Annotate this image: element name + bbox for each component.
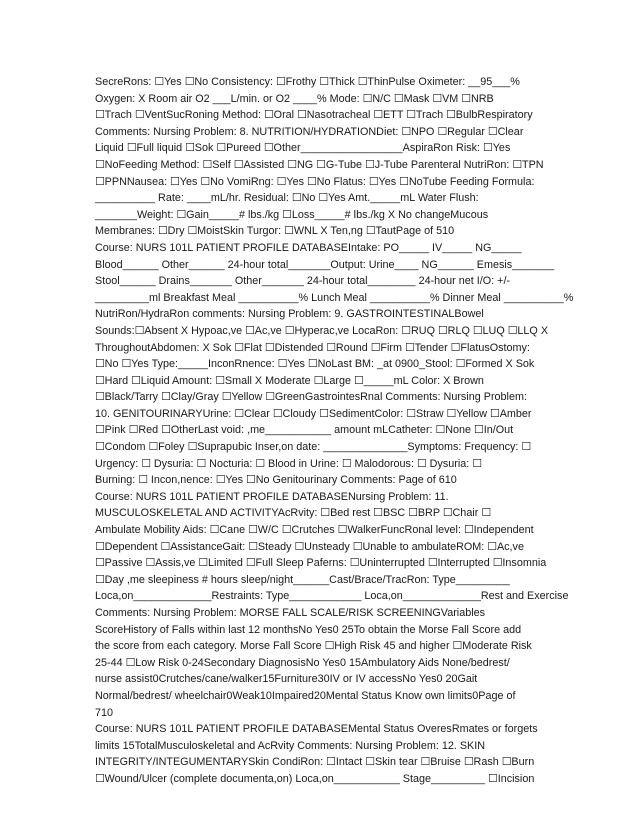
document-line: ☐Trach ☐VentSucRoning Method: ☐Oral ☐Nasotracheal ☐ETT ☐Trach ☐BulbRespiratory <box>95 109 533 122</box>
document-line: the score from each category. Morse Fall Score ☐High Risk 45 and higher ☐Moderate Risk <box>95 640 532 653</box>
document-line: NutriRon/HydraRon comments: Nursing Problem: 9. GASTROINTESTINALBowel <box>95 308 484 321</box>
document-line: ☐NoFeeding Method: ☐Self ☐Assisted ☐NG ☐G-Tube ☐J-Tube Parenteral NutriRon: ☐TPN <box>95 158 544 171</box>
document-line: 10. GENITOURINARYUrine: ☐Clear ☐Cloudy ☐SedimentColor: ☐Straw ☐Yellow ☐Amber <box>95 407 532 420</box>
document-line: ☐No ☐Yes Type:_____InconRnence: ☐Yes ☐NoLast BM: _at 0900_Stool: ☐Formed X Sok <box>95 358 535 371</box>
document-line: ☐Black/Tarry ☐Clay/Gray ☐Yellow ☐GreenGastrointesRnal Comments: Nursing Problem: <box>95 391 527 404</box>
document-line: Ambulate Mobility Aids: ☐Cane ☐W/C ☐Crutches ☐WalkerFuncRonal level: ☐Independent <box>95 524 534 537</box>
document-line: Comments: Nursing Problem: MORSE FALL SCALE/RISK SCREENINGVariables <box>95 607 486 619</box>
document-line: Urgency: ☐ Dysuria: ☐ Nocturia: ☐ Blood in Urine: ☐ Malodorous: ☐ Dysuria: ☐ <box>95 457 482 470</box>
document-line: Course: NURS 101L PATIENT PROFILE DATABASEIntake: PO_____ IV_____ NG_____ <box>95 241 522 254</box>
document-line: Course: NURS 101L PATIENT PROFILE DATABASENursing Problem: 11. <box>95 490 449 503</box>
document-line: ☐Condom ☐Foley ☐Suprapubic Inser,on date: ______________Symptoms: Frequency: ☐ <box>95 441 532 454</box>
document-line: Comments: Nursing Problem: 8. NUTRITION/HYDRATIONDiet: ☐NPO ☐Regular ☐Clear <box>95 125 524 138</box>
document-line: Loca,on_____________Restraints: Type____________ Loca,on_____________Rest and Exercise <box>95 590 569 603</box>
document-line: ☐Dependent ☐AssistanceGait: ☐Steady ☐Unsteady ☐Unable to ambulateROM: ☐Ac,ve <box>95 540 524 553</box>
document-line: ☐Day ,me sleepiness # hours sleep/night______Cast/Brace/TracRon: Type_________ <box>95 573 510 586</box>
document-line: ThroughoutAbdomen: X Sok ☐Flat ☐Distended ☐Round ☐Firm ☐Tender ☐FlatusOstomy: <box>95 341 530 354</box>
document-line: MUSCULOSKELETAL AND ACTIVITYAcRvity: ☐Bed rest ☐BSC ☐BRP ☐Chair ☐ <box>95 507 491 520</box>
document-line: ☐Pink ☐Red ☐OtherLast void: ,me___________ amount mLCatheter: ☐None ☐In/Out <box>95 424 514 437</box>
document-line: ☐Wound/Ulcer (complete documenta,on) Loca,on___________ Stage_________ ☐Incision <box>95 772 535 785</box>
document-line: Liquid ☐Full liquid ☐Sok ☐Pureed ☐Other_________________AspiraRon Risk: ☐Yes <box>95 142 511 155</box>
document-line: ScoreHistory of Falls within last 12 monthsNo Yes0 25To obtain the Morse Fall Score add <box>95 623 522 636</box>
document-line: 710 <box>95 706 114 719</box>
document-line: SecreRons: ☐Yes ☐No Consistency: ☐Frothy ☐Thick ☐ThinPulse Oximeter: __95___% <box>95 76 520 88</box>
document-line: Membranes: ☐Dry ☐MoistSkin Turgor: ☐WNL X Ten,ng ☐TautPage of 510 <box>95 225 455 238</box>
document-line: Stool______ Drains_______ Other_______ 24-hour total________ 24-hour net I/O: +/- <box>95 275 511 288</box>
document-line: nurse assist0Crutches/cane/walker15Furniture30IV or IV accessNo Yes0 20Gait <box>95 673 478 686</box>
document-line: 25-44 ☐Low Risk 0-24Secondary DiagnosisNo Yes0 15Ambulatory Aids None/bedrest/ <box>95 656 510 669</box>
document-line: Normal/bedrest/ wheelchair0Weak10Impaired20Mental Status Know own limits0Page of <box>95 689 516 702</box>
document-line: _______Weight: ☐Gain_____# lbs./kg ☐Loss_____# lbs./kg X No changeMucous <box>95 208 489 221</box>
document-line: __________ Rate: ____mL/hr. Residual: ☐No ☐Yes Amt._____mL Water Flush: <box>95 192 479 205</box>
document-line: Burning: ☐ Incon,nence: ☐Yes ☐No Genitourinary Comments: Page of 610 <box>95 474 457 487</box>
document-body-text <box>95 74 574 788</box>
document-line: limits 15TotalMusculoskeletal and AcRvity Comments: Nursing Problem: 12. SKIN <box>95 739 486 752</box>
document-line: _________ml Breakfast Meal __________% Lunch Meal __________% Dinner Meal __________% <box>95 291 574 304</box>
document-line: ☐Hard ☐Liquid Amount: ☐Small X Moderate ☐Large ☐_____mL Color: X Brown <box>95 374 484 387</box>
document-line: Oxygen: X Room air O2 ___L/min. or O2 ____% Mode: ☐N/C ☐Mask ☐VM ☐NRB <box>95 92 494 105</box>
document-line: Course: NURS 101L PATIENT PROFILE DATABASEMental Status OveresRmates or forgets <box>95 723 538 736</box>
document-line: Sounds:☐Absent X Hypoac,ve ☐Ac,ve ☐Hyperac,ve LocaRon: ☐RUQ ☐RLQ ☐LUQ ☐LLQ X <box>95 324 549 337</box>
document-line: Blood______ Other______ 24-hour total_______Output: Urine____ NG______ Emesis_______ <box>95 258 555 271</box>
document-line: ☐PPNNausea: ☐Yes ☐No VomiRng: ☐Yes ☐No Flatus: ☐Yes ☐NoTube Feeding Formula: <box>95 175 535 188</box>
document-line: ☐Passive ☐Assis,ve ☐Limited ☐Full Sleep Paferns: ☐Uninterrupted ☐Interrupted ☐Insomnia <box>95 557 547 570</box>
document-line: INTEGRITY/INTEGUMENTARYSkin CondiRon: ☐Intact ☐Skin tear ☐Bruise ☐Rash ☐Burn <box>95 756 535 769</box>
